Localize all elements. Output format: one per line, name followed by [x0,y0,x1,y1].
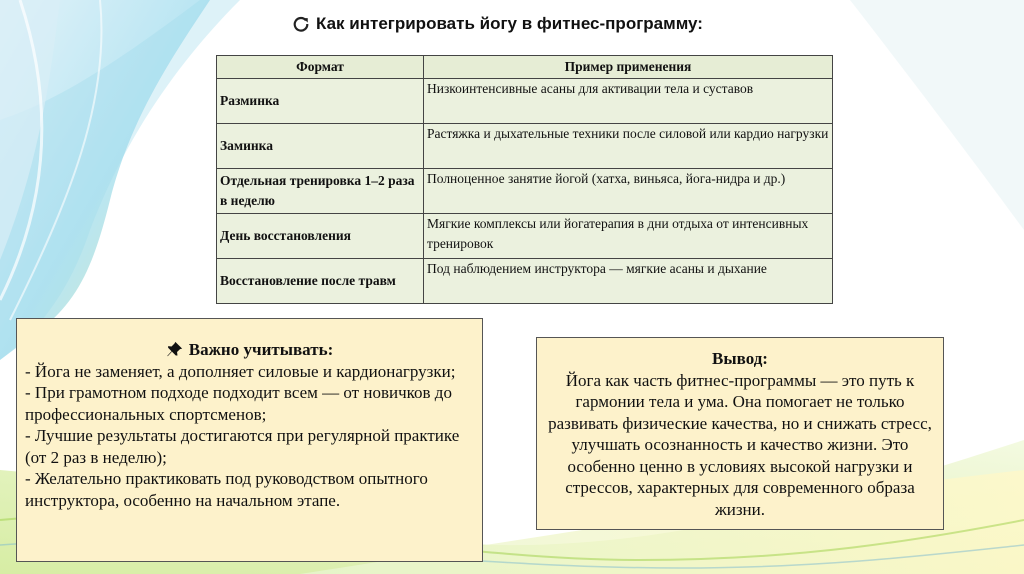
conclusion-box [536,337,944,530]
refresh-icon [292,15,310,33]
slide-title [292,14,703,34]
example-cell: Низкоинтенсивные асаны для активации тела и суставов [424,79,833,124]
table-header-row [217,56,833,79]
pushpin-icon [166,341,183,358]
slide-title-text: Как интегрировать йогу в фитнес-программу: [316,14,703,33]
example-cell: Под наблюдением инструктора — мягкие асаны и дыхание [424,259,833,304]
example-cell: Растяжка и дыхательные техники после силовой или кардио нагрузки [424,124,833,169]
important-heading-text: Важно учитывать: [188,340,334,359]
conclusion-heading: Вывод: [712,349,768,368]
important-item: - Желательно практиковать под руководством опытного инструктора, особенно на начальном этапе. [25,469,428,510]
table-row [217,79,833,124]
important-notes-box [16,318,483,562]
format-cell: Разминка [217,79,424,124]
important-heading [25,339,474,361]
important-item: - Йога не заменяет, а дополняет силовые и кардионагрузки; [25,361,456,381]
table-row [217,259,833,304]
column-header-format: Формат [217,56,424,79]
example-cell: Мягкие комплексы или йогатерапия в дни отдыха от интенсивных тренировок [424,214,833,259]
conclusion-text: Йога как часть фитнес-программы — это путь к гармонии тела и ума. Она помогает не только развивать физические качества, но и снижать стресс, улучшать осознанность и качество жизни. Это особенно ценно в условиях высокой нагрузки и стрессов, характерных для современного образа жизни. [548,370,932,519]
table-row [217,169,833,214]
table-row [217,124,833,169]
format-cell: Заминка [217,124,424,169]
column-header-example: Пример применения [424,56,833,79]
table-row [217,214,833,259]
format-cell: День восстановления [217,214,424,259]
format-cell: Восстановление после травм [217,259,424,304]
integration-table [216,55,833,304]
important-item: - Лучшие результаты достигаются при регулярной практике (от 2 раз в неделю); [25,426,460,467]
example-cell: Полноценное занятие йогой (хатха, виньяса, йога-нидра и др.) [424,169,833,214]
important-item: - При грамотном подходе подходит всем — от новичков до профессиональных спортсменов; [25,383,452,424]
format-cell: Отдельная тренировка 1–2 раза в неделю [217,169,424,214]
